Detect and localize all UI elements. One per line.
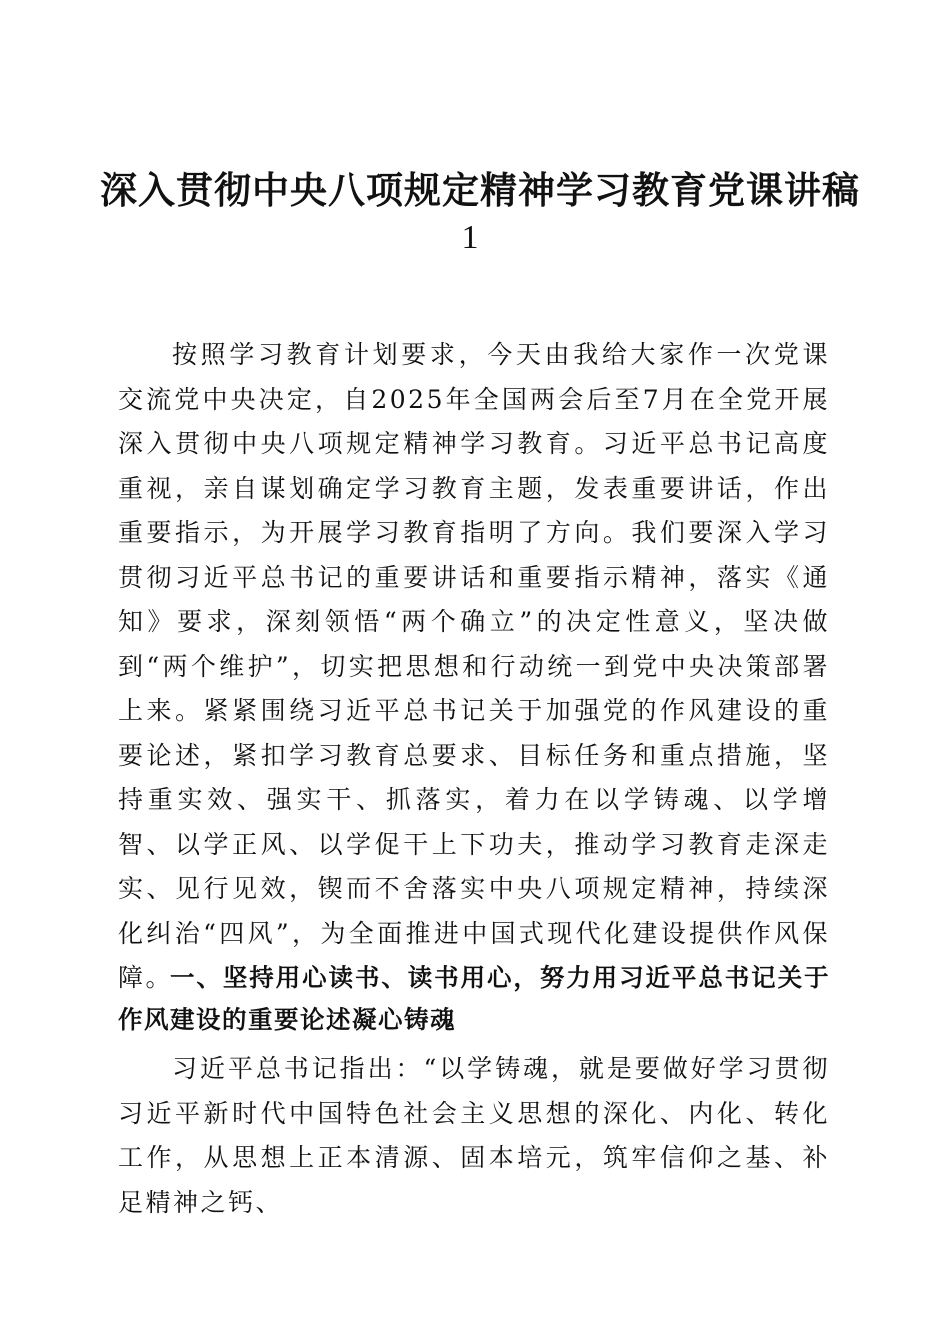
paragraph-section-1: 习近平总书记指出：“以学铸魂，就是要做好学习贯彻习近平新时代中国特色社会主义思想的深化、内化、转化工作，从思想上正本清源、固本培元，筑牢信仰之基、补足精神之钙、 xyxy=(118,1054,830,1217)
document-title-number: 1 xyxy=(461,219,479,256)
section-heading-1: 一、坚持用心读书、读书用心，努力用习近平总书记关于作风建设的重要论述凝心铸魂 xyxy=(118,963,830,1034)
paragraph-intro: 按照学习教育计划要求，今天由我给大家作一次党课交流党中央决定，自2025年全国两会后至7月在全党开展深入贯彻中央八项规定精神学习教育。习近平总书记高度重视，亲自谋划确定学习教育主题，发表重要讲话，作出重要指示，为开展学习教育指明了方向。我们要深入学习贯彻习近平总书记的重要讲话和重要指示精神，落实《通知》要求，深刻领悟“两个确立”的决定性意义，坚决做到“两个维护”，切实把思想和行动统一到党中央决策部署上来。紧紧围绕习近平总书记关于加强党的作风建设的重要论述，紧扣学习教育总要求、目标任务和重点措施，坚持重实效、强实干、抓落实，着力在以学铸魂、以学增智、以学正风、以学促干上下功夫，推动学习教育走深走实、见行见效，锲而不舍落实中央八项规定精神，持续深化纠治“四风”，为全面推进中国式现代化建设提供作风保障。 xyxy=(118,340,830,992)
document-title-block xyxy=(100,165,860,261)
document-title: 深入贯彻中央八项规定精神学习教育党课讲稿 xyxy=(100,168,860,212)
